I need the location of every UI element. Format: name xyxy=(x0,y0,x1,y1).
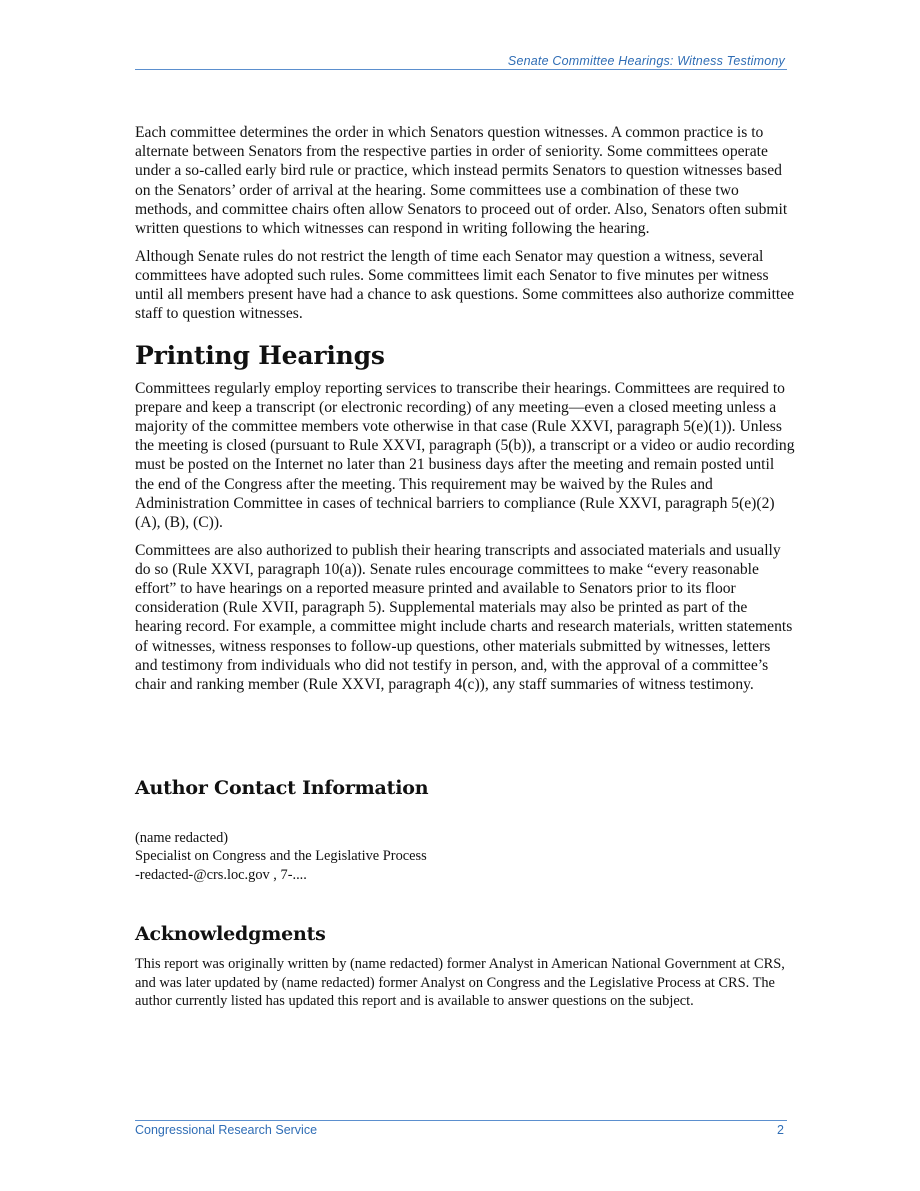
header-rule xyxy=(135,69,787,70)
footer-publisher: Congressional Research Service xyxy=(135,1123,318,1137)
author-title: Specialist on Congress and the Legislative Process xyxy=(135,848,427,865)
author-contact-section xyxy=(135,776,795,884)
footer-page-number: 2 xyxy=(777,1123,784,1137)
footer-rule xyxy=(135,1120,787,1121)
author-contact-details xyxy=(135,829,795,884)
section-heading-printing: Printing Hearings xyxy=(135,340,385,370)
intro-paragraph-1: Each committee determines the order in which Senators question witnesses. A common practice is to alternate between Senators from the respective parties in order of seniority. Some committees operate under a so-called early bird rule or practice, which instead permits Senators to question witnesses based on the Senators’ order of arrival at the hearing. Some committees use a combination of these two methods, and committee chairs often allow Senators to proceed out of order. Also, Senators often submit written questions to which witnesses can respond in writing following the hearing. xyxy=(135,124,788,238)
intro-paragraph-2: Although Senate rules do not restrict the length of time each Senator may question a witness, several committees have adopted such rules. Some committees limit each Senator to five minutes per witness until all members present have had a chance to ask questions. Some committees also authorize committee staff to question witnesses. xyxy=(135,247,795,323)
printing-paragraph-2: Committees are also authorized to publish their hearing transcripts and associated materials and usually do so (Rule XXVI, paragraph 10(a)). Senate rules encourage committees to make “every reasonable effort” to have hearings on a reported measure printed and available to Senators prior to its floor consideration (Rule XVII, paragraph 5). Supplemental materials may also be printed as part of the hearing record. For example, a committee might include charts and research materials, written statements of witnesses, witness responses to follow-up questions, other materials submitted by witnesses, letters and testimony from individuals who did not testify in person, and, with the approval of a committee’s chair and ranking member (Rule XXVI, paragraph 4(c)), any staff summaries of witness testimony. xyxy=(135,541,793,694)
acknowledgments-heading: Acknowledgments xyxy=(135,923,326,945)
acknowledgments-section xyxy=(135,922,795,1011)
running-header-title: Senate Committee Hearings: Witness Testimony xyxy=(507,54,785,68)
acknowledgments-text: This report was originally written by (name redacted) former Analyst in American National Government at CRS, and was later updated by (name redacted) former Analyst on Congress and the Legislative Process at CRS. The author currently listed has updated this report and is available to answer questions on the subject. xyxy=(135,956,785,1009)
author-contact-heading: Author Contact Information xyxy=(135,777,429,799)
author-contact-line: -redacted-@crs.loc.gov , 7-.... xyxy=(135,866,307,883)
body-text xyxy=(135,123,795,703)
printing-paragraph-1: Committees regularly employ reporting services to transcribe their hearings. Committees are required to prepare and keep a transcript (or electronic recording) of any meeting—even a closed meeting unless a majority of the committee members vote otherwise in that case (Rule XXVI, paragraph 5(e)(1)). Unless the meeting is closed (pursuant to Rule XXVI, paragraph (5(b)), a transcript or a video or audio recording must be posted on the Internet no later than 21 business days after the meeting and remain posted until the end of the Congress after the meeting. This requirement may be waived by the Rules and Administration Committee in cases of technical barriers to compliance (Rule XXVI, paragraph 5(e)(2)(A), (B), (C)). xyxy=(135,379,795,531)
author-name: (name redacted) xyxy=(135,830,229,846)
